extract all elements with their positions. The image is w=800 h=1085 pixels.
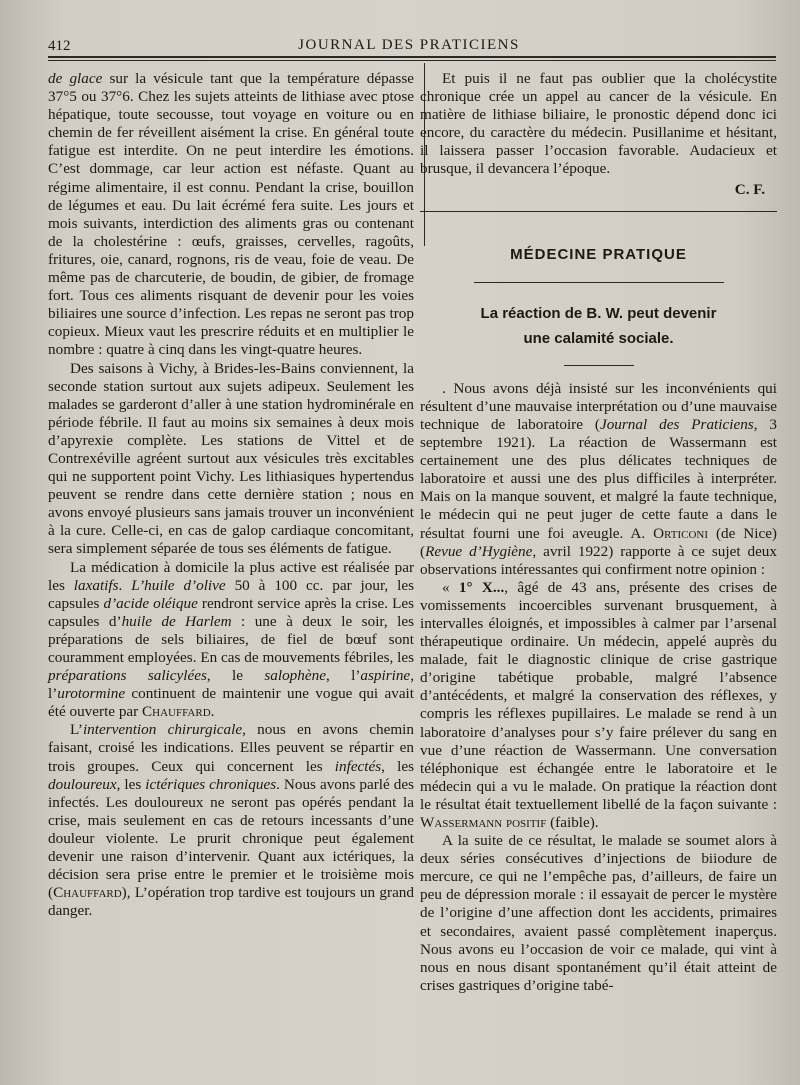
text: , l’: [48, 667, 414, 703]
result-text: Wassermann positif: [420, 814, 547, 831]
journal-title: JOURNAL DES PRATICIENS: [298, 37, 520, 53]
paragraph: [420, 832, 777, 995]
article-rule: [564, 365, 634, 366]
text: . Nous avons parlé des infectés. Les douloureux ne seront pas opérés pendant la crise, mais seulement en cas de retours incessants d’une douleur violente. Le prurit chronique peut également devenir une raison d’intervenir. Quant aux ictériques, la décision sera prise entre le premier et le troisième mois (: [48, 775, 414, 902]
italic-text: préparations salicylées: [48, 667, 207, 685]
italic-text: aspirine: [360, 667, 411, 685]
italic-text: de glace: [48, 70, 103, 87]
page-number: 412: [48, 38, 71, 54]
section-title: MÉDECINE PRATIQUE: [510, 245, 687, 263]
paragraph: [48, 559, 414, 722]
article-title: [420, 301, 777, 351]
paragraph: [420, 579, 777, 832]
text: . Nous avons déjà insisté sur les inconvénients qui résultent d’une mauvaise interprétation ou d’une mauvaise technique de laboratoire (: [420, 379, 777, 433]
italic-text: salophène: [264, 667, 326, 685]
text: L’: [70, 721, 83, 739]
text: , les: [381, 757, 414, 775]
paragraph: [48, 70, 414, 360]
text: 50 à 100 cc. par jour, les capsules: [48, 576, 414, 612]
text: rendront service après la crise. Les capsules d’: [48, 594, 415, 630]
text: , âgé de 43 ans, présente des crises de vomissements incoercibles survenant brusquement, à intervalles éloignés, et impossibles à calmer par l’arsenal thérapeutique ordinaire. Un médecin, appelé auprès du malade, fait le diagnostic clinique de crise gastrique d’origine tabétique probable, malgré l’absence d’antécédents, et malgré la conservation des réflexes, y compris les réflexes pupillaires. Le malade se rend à un laboratoire d’analyses pour s’y faire prélever du sang en vue d’une réaction de Wassermann. Une conversation téléphonique est échangée entre le laboratoire et le médecin qui a vu le malade. On pratique la réaction dont le résultat était textuellement libellé de la façon suivante :: [420, 578, 777, 813]
paragraph: [420, 380, 777, 579]
header-rule-thin: [48, 60, 776, 61]
text: La médication à domicile la plus active est réalisée par les: [48, 558, 414, 594]
text: .: [118, 576, 132, 594]
text: «: [442, 578, 459, 596]
italic-text: urotormine: [57, 685, 126, 703]
bold-text: 1° X...: [458, 578, 505, 596]
italic-text: laxatifs: [73, 576, 119, 594]
italic-text: infectés: [334, 757, 382, 775]
text: , 3 septembre 1921). La réaction de Wassermann est certainement une des plus délicates techniques de laboratoire et aussi une des plus difficiles à interpréter. Mais on la manque souvent, et malgré la faute technique, le médecin qui ne peut juger de cette faute a dans le résultat fourni une foi aveugle. A.: [420, 415, 778, 542]
section-rule: [420, 211, 777, 212]
text: .: [210, 703, 215, 721]
italic-text: intervention chirurgicale: [82, 721, 243, 739]
header-rule: [48, 56, 776, 58]
paragraph: Et puis il ne faut pas oublier que la cholécystite chronique crée un appel au cancer de la vésicule. En matière de lithiase biliaire, le pronostic dépend donc ici encore, du caractère du médecin. Pusillanime et hésitant, il laissera passer l’occasion favorable. Audacieux et brusque, il devancera l’époque.: [420, 70, 777, 178]
author-name: Orticoni: [653, 524, 709, 542]
paragraph: Des saisons à Vichy, à Brides-les-Bains conviennent, la seconde station surtout aux sujets adipeux. Seulement les malades se garderont d’aller à une station hydrominérale en période fébrile. Il faut au moins six semaines à deux mois d’apyrexie complète. Les stations de Vittel et de Contrexéville agréent surtout aux vésicules très excitables qui ne supportent point Vichy. Les lithiasiques hypertendus peuvent se rendre dans cette dernière station ; nous en avons envoyé plusieurs sans jamais trouver un inconvénient à la cure. Celle-ci, en cas de galop cardiaque concomitant, sera simplement séparée de tous ses éléments de fatigue.: [48, 359, 414, 558]
text: (faible).: [546, 814, 599, 831]
article-title-line: une calamité sociale.: [523, 329, 674, 347]
italic-text: douloureux: [48, 775, 117, 793]
text: sur la vésicule tant que la température dépasse 37°5 ou 37°6. Chez les sujets atteints de lithiase avec ptose hépatique, toute secousse, tout voyage en voiture ou en chemin de fer réveillent aisément la crise. En général toute fatigue est interdite. On ne peut interdire les émotions. C’est dommage, car leur action est néfaste. Quant au régime alimentaire, il est connu. Pendant la crise, bouillon de légumes et eau. Du lait écrémé fera suite. Les jours et mois suivants, interdiction des aliments gras ou contenant de la cholestérine : œufs, graisses, cervelles, ragoûts, fritures, oie, canard, rognons, ris de veau, foie de veau. De même pas de charcuterie, de boudin, de gibier, de fromage fort. Tous ces aliments risquant de devenir pour les voies biliaires une source d’infection. Les repas ne seront pas trop copieux. Mieux vaut les prescrire réduits et en multiplier le nombre : quatre à cinq dans les vingt-quatre heures.: [48, 70, 414, 359]
text: ), L’opération trop tardive est toujours un grand danger.: [48, 884, 414, 920]
paragraph: [48, 721, 414, 920]
text: , le: [206, 667, 265, 685]
author-name: Chauffard: [53, 884, 122, 902]
text: A la suite de ce résultat, le malade se soumet alors à deux séries consécutives d’injections de biiodure de mercure, ce qui ne l’empêche pas, d’ailleurs, de faire un peu de dépression morale : il essayait de percer le mystère de l’origine d’une affection dont les accidents, primaires et secondaires, avaient passé complètement inaperçus. Nous avons eu l’occasion de voir ce malade, qui vint à nous en nous disant spontanément qu’il était atteint de crises gastriques d’origine tabé-: [420, 832, 777, 994]
left-column: [48, 70, 414, 920]
text: , l’: [325, 667, 361, 685]
italic-text: d’acide oléique: [103, 594, 198, 612]
right-column: [420, 70, 777, 995]
italic-text: L’huile d’olive: [131, 576, 226, 594]
author-name: Chauffard: [142, 703, 211, 721]
italic-text: Revue d’Hygiène: [425, 542, 533, 560]
text: , avril 1922) rapporte à ce sujet deux observations intéressantes qui confirment notre opinion :: [420, 542, 777, 578]
article-title-line: La réaction de B. W. peut devenir: [480, 304, 717, 322]
signature: C. F.: [734, 180, 765, 198]
italic-text: ictériques chroniques: [145, 775, 277, 793]
italic-text: huile de Harlem: [121, 612, 232, 630]
text: , nous en avons chemin faisant, croisé les indications. Elles peuvent se répartir en trois groupes. Ceux qui concernent les: [48, 721, 414, 775]
running-header: [48, 28, 770, 58]
text: continuent de maintenir une vogue qui avait été ouverte par: [48, 685, 414, 721]
text: : une à deux le soir, les préparations de sels biliaires, de fiel de bœuf sont couramment employées. En cas de mouvements fébriles, les: [48, 612, 414, 666]
section-underline: [474, 282, 724, 283]
text: (de Nice) (: [420, 524, 777, 560]
text: , les: [116, 775, 146, 793]
italic-text: Journal des Praticiens: [599, 415, 754, 433]
